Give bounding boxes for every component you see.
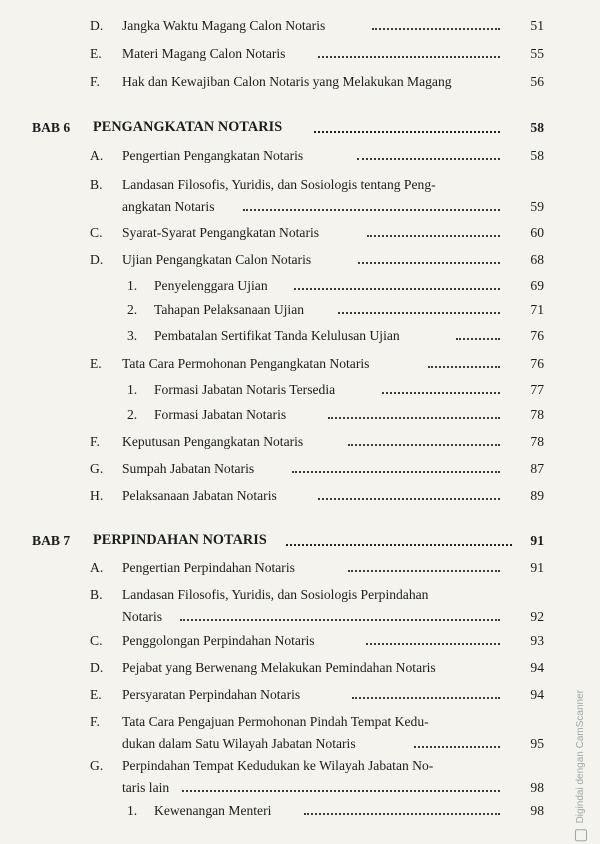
entry-page: 78 bbox=[530, 407, 544, 422]
entry-page: 76 bbox=[530, 328, 544, 343]
chapter-title: PENGANGKATAN NOTARIS bbox=[93, 119, 283, 135]
entry-label: B. bbox=[90, 587, 103, 602]
entry-title: Jangka Waktu Magang Calon Notaris bbox=[122, 18, 326, 33]
entry-label: E. bbox=[90, 687, 102, 702]
entry-page: 94 bbox=[530, 660, 544, 675]
entry-page: 51 bbox=[530, 18, 544, 33]
dot-leader bbox=[382, 386, 500, 394]
chapter-number: BAB 7 bbox=[32, 533, 71, 548]
chapter-number: BAB 6 bbox=[32, 120, 71, 135]
entry-title-continued: Notaris bbox=[122, 609, 163, 624]
entry-label: A. bbox=[90, 560, 104, 575]
entry-label: H. bbox=[90, 488, 104, 503]
entry-title: Pelaksanaan Jabatan Notaris bbox=[122, 488, 277, 503]
entry-title: Landasan Filosofis, Yuridis, dan Sosiologis Perpindahan bbox=[122, 587, 429, 602]
entry-title: Syarat-Syarat Pengangkatan Notaris bbox=[122, 225, 320, 240]
entry-label: D. bbox=[90, 18, 104, 33]
entry-label: F. bbox=[90, 434, 100, 449]
dot-leader bbox=[318, 50, 500, 58]
entry-page: 98 bbox=[530, 803, 544, 818]
dot-leader bbox=[292, 465, 500, 473]
entry-page: 68 bbox=[530, 252, 544, 267]
dot-leader bbox=[304, 807, 500, 815]
entry-title: Penggolongan Perpindahan Notaris bbox=[122, 633, 315, 648]
dot-leader bbox=[414, 740, 500, 748]
entry-title-continued: taris lain bbox=[122, 780, 170, 795]
entry-page: 94 bbox=[530, 687, 544, 702]
watermark-text: Digindai dengan CamScanner bbox=[575, 690, 586, 824]
entry-page: 95 bbox=[530, 736, 544, 751]
dot-leader bbox=[428, 360, 500, 368]
entry-title: Perpindahan Tempat Kedudukan ke Wilayah Jabatan No- bbox=[122, 758, 434, 773]
entry-page: 91 bbox=[530, 560, 544, 575]
entry-page: 92 bbox=[530, 609, 544, 624]
scanner-watermark bbox=[575, 690, 587, 841]
toc-entry bbox=[0, 757, 600, 797]
entry-title: Persyaratan Perpindahan Notaris bbox=[122, 687, 301, 702]
dot-leader bbox=[294, 282, 500, 290]
dot-leader bbox=[357, 152, 500, 160]
entry-page: 69 bbox=[530, 278, 544, 293]
entry-label: 1. bbox=[127, 278, 138, 293]
dot-leader bbox=[286, 538, 512, 546]
dot-leader bbox=[314, 125, 500, 133]
entry-title: Pembatalan Sertifikat Tanda Kelulusan Ujian bbox=[154, 328, 400, 343]
entry-page: 93 bbox=[530, 633, 544, 648]
dot-leader bbox=[182, 784, 500, 792]
chapter-title: PERPINDAHAN NOTARIS bbox=[93, 532, 267, 548]
dot-leader bbox=[456, 332, 500, 340]
entry-title: Hak dan Kewajiban Calon Notaris yang Melakukan Magang bbox=[122, 74, 452, 89]
entry-label: G. bbox=[90, 461, 104, 476]
dot-leader bbox=[366, 637, 500, 645]
dot-leader bbox=[352, 691, 500, 699]
entry-label: B. bbox=[90, 177, 103, 192]
entry-page: 78 bbox=[530, 434, 544, 449]
entry-title: Keputusan Pengangkatan Notaris bbox=[122, 434, 304, 449]
entry-label: E. bbox=[90, 46, 102, 61]
entry-label: 1. bbox=[127, 382, 138, 397]
entry-label: A. bbox=[90, 148, 104, 163]
dot-leader bbox=[243, 203, 500, 211]
entry-title: Pengertian Perpindahan Notaris bbox=[122, 560, 295, 575]
entry-label: C. bbox=[90, 225, 103, 240]
dot-leader bbox=[372, 22, 500, 30]
dot-leader bbox=[328, 411, 500, 419]
entry-page: 71 bbox=[530, 302, 544, 317]
entry-label: G. bbox=[90, 758, 104, 773]
entry-title: Ujian Pengangkatan Calon Notaris bbox=[122, 252, 312, 267]
entry-page: 76 bbox=[530, 356, 544, 371]
entry-label: D. bbox=[90, 660, 104, 675]
chapter-page: 58 bbox=[530, 120, 544, 135]
dot-leader bbox=[358, 256, 500, 264]
entry-title: Formasi Jabatan Notaris bbox=[154, 407, 287, 422]
entry-page: 56 bbox=[530, 74, 544, 89]
entry-title: Pengertian Pengangkatan Notaris bbox=[122, 148, 304, 163]
toc-entry bbox=[0, 713, 600, 753]
entry-page: 89 bbox=[530, 488, 544, 503]
camscanner-logo-icon bbox=[575, 829, 587, 841]
entry-label: 3. bbox=[127, 328, 138, 343]
entry-title: Penyelenggara Ujian bbox=[154, 278, 268, 293]
dot-leader bbox=[367, 229, 500, 237]
entry-title: Materi Magang Calon Notaris bbox=[122, 46, 286, 61]
entry-title-continued: angkatan Notaris bbox=[122, 199, 215, 214]
entry-page: 59 bbox=[530, 199, 544, 214]
entry-page: 55 bbox=[530, 46, 544, 61]
chapter-page: 91 bbox=[530, 533, 544, 548]
toc-entry bbox=[0, 176, 600, 216]
entry-label: 2. bbox=[127, 302, 138, 317]
toc-entry bbox=[0, 586, 600, 626]
entry-page: 60 bbox=[530, 225, 544, 240]
entry-page: 77 bbox=[530, 382, 544, 397]
entry-label: D. bbox=[90, 252, 104, 267]
entry-title: Sumpah Jabatan Notaris bbox=[122, 461, 255, 476]
dot-leader bbox=[348, 564, 500, 572]
entry-label: 1. bbox=[127, 803, 138, 818]
entry-label: F. bbox=[90, 74, 100, 89]
entry-label: F. bbox=[90, 714, 100, 729]
entry-title: Kewenangan Menteri bbox=[154, 803, 272, 818]
entry-title: Formasi Jabatan Notaris Tersedia bbox=[154, 382, 336, 397]
entry-label: C. bbox=[90, 633, 103, 648]
dot-leader bbox=[180, 613, 500, 621]
entry-title: Tata Cara Pengajuan Permohonan Pindah Tempat Kedu- bbox=[122, 714, 429, 729]
dot-leader bbox=[348, 438, 500, 446]
dot-leader bbox=[318, 492, 500, 500]
entry-title: Pejabat yang Berwenang Melakukan Pemindahan Notaris bbox=[122, 660, 436, 675]
entry-title: Tata Cara Permohonan Pengangkatan Notaris bbox=[122, 356, 370, 371]
entry-title: Tahapan Pelaksanaan Ujian bbox=[154, 302, 305, 317]
entry-page: 58 bbox=[530, 148, 544, 163]
entry-page: 87 bbox=[530, 461, 544, 476]
entry-label: E. bbox=[90, 356, 102, 371]
entry-title: Landasan Filosofis, Yuridis, dan Sosiologis tentang Peng- bbox=[122, 177, 436, 192]
entry-title-continued: dukan dalam Satu Wilayah Jabatan Notaris bbox=[122, 736, 356, 751]
dot-leader bbox=[338, 306, 500, 314]
entry-page: 98 bbox=[530, 780, 544, 795]
entry-label: 2. bbox=[127, 407, 138, 422]
